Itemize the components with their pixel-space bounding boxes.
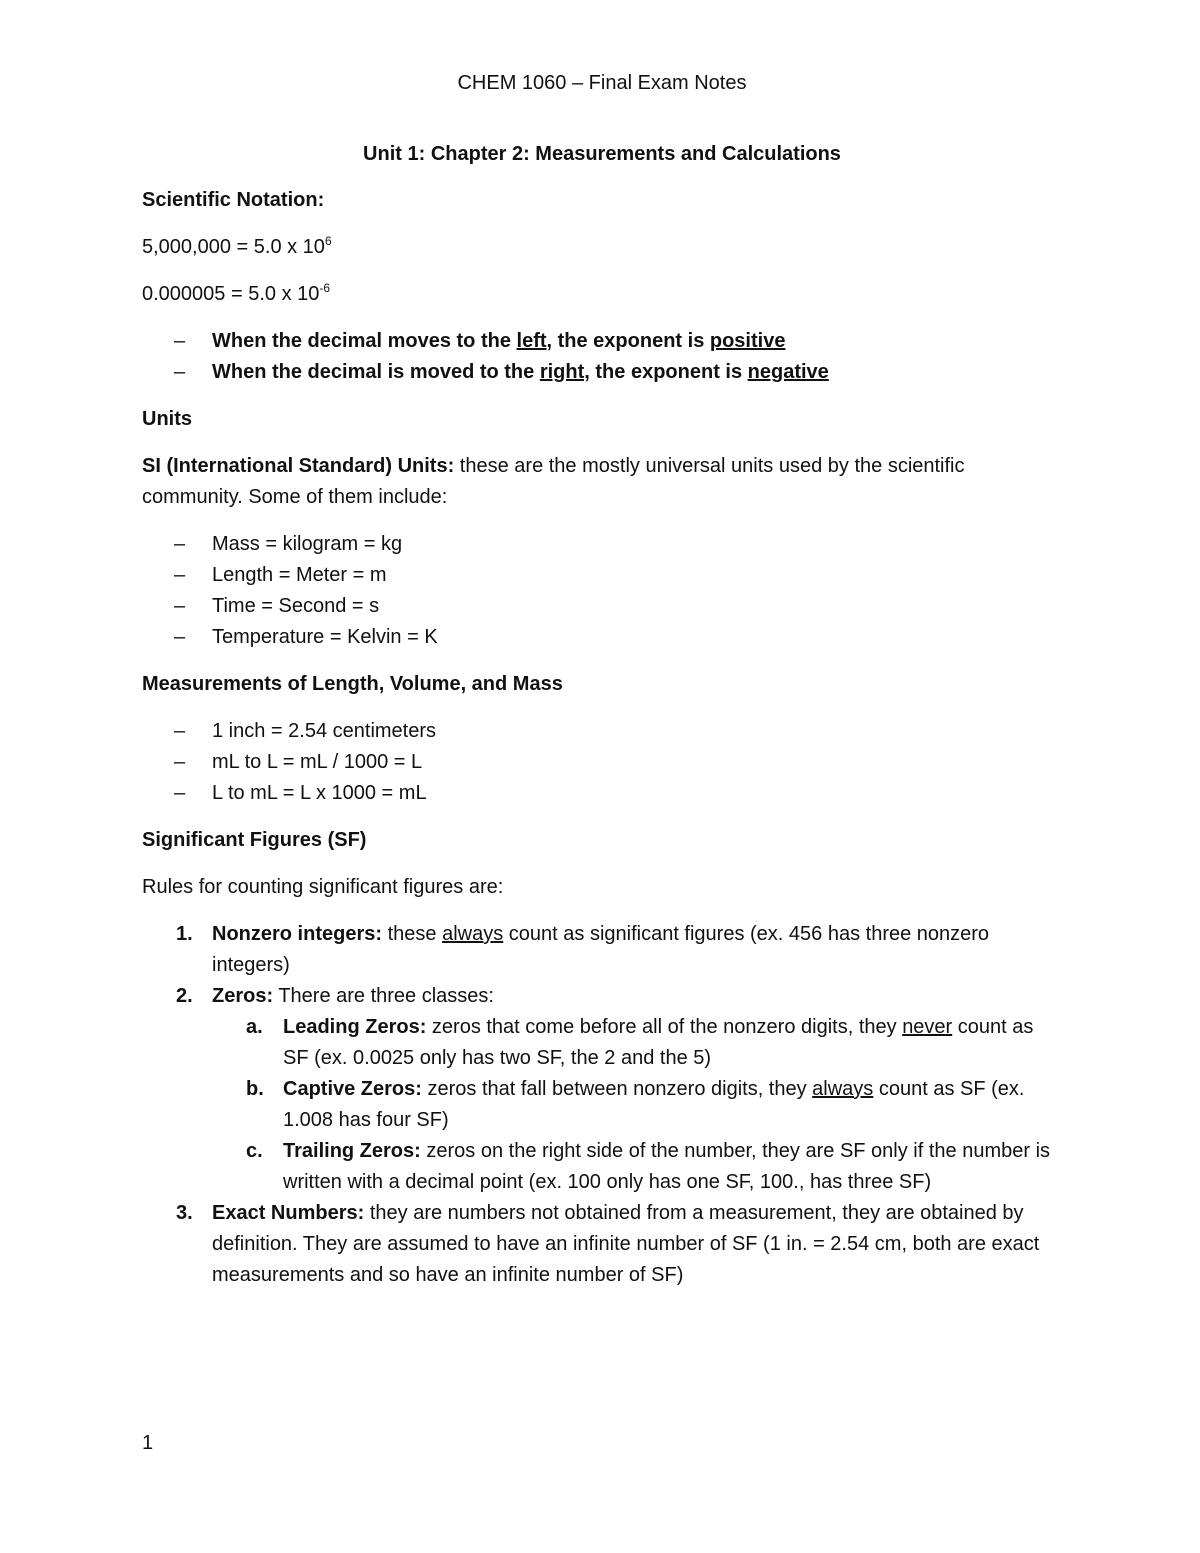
si-units-text: these are the mostly universal units used by the scientific community. Some of them include:	[142, 455, 965, 508]
rule-label: Trailing Zeros:	[283, 1140, 421, 1162]
sci-example-2	[142, 279, 1062, 310]
units-heading	[142, 404, 1062, 435]
document-title: CHEM 1060 – Final Exam Notes	[457, 72, 747, 94]
rule-label: Exact Numbers:	[212, 1202, 365, 1224]
unit-heading	[142, 139, 1062, 170]
zero-class-captive: b. Captive Zeros: zeros that fall between nonzero digits, they always count as SF (ex. 1.008 has four SF)	[142, 1074, 1062, 1136]
units-heading-text: Units	[142, 408, 192, 430]
dash-bullet: –	[174, 595, 186, 617]
list-item	[142, 529, 1062, 560]
dash-bullet: –	[174, 361, 186, 383]
list-item-text: Temperature = Kelvin = K	[212, 626, 438, 648]
list-marker: c.	[246, 1140, 263, 1162]
dash-bullet: –	[174, 720, 186, 742]
sci-example-1	[142, 232, 1062, 263]
rule-label: Nonzero integers:	[212, 923, 383, 945]
list-item-text: mL to L = mL / 1000 = L	[212, 751, 423, 773]
dash-bullet: –	[174, 751, 186, 773]
measurements-heading	[142, 669, 1062, 700]
si-units-paragraph	[142, 451, 1062, 513]
sig-fig-rule-zeros: 2. Zeros: There are three classes: a. Leading Zeros: zeros that come before all of the nonzero digits, they never count as SF (ex. 0.0025 only has two SF, the 2 and the 5) b. Captive Zeros: zeros that fall between nonzero digits, they always count as SF (ex. 1.008 has four SF) c. Trailing Zeros: zeros on the right side of the number, they are SF only if the number is written with a decimal point (ex. 100 only has one SF, 100., has three SF)	[142, 981, 1062, 1198]
zero-class-trailing: c. Trailing Zeros: zeros on the right side of the number, they are SF only if the number is written with a decimal point (ex. 100 only has one SF, 100., has three SF)	[142, 1136, 1062, 1198]
sci-example-2-base: 0.000005 = 5.0 x 10	[142, 283, 320, 305]
rule-label: Leading Zeros:	[283, 1016, 427, 1038]
sig-figs-intro: Rules for counting significant figures are:	[142, 876, 504, 898]
dash-bullet: –	[174, 330, 186, 352]
page-number: 1	[142, 1432, 154, 1454]
dash-bullet: –	[174, 533, 186, 555]
list-item	[142, 357, 1062, 388]
si-units-label: SI (International Standard) Units:	[142, 455, 455, 477]
rule-label: Zeros:	[212, 985, 274, 1007]
sig-figs-heading-text: Significant Figures (SF)	[142, 829, 367, 851]
document-body	[142, 68, 1062, 1291]
list-item	[142, 591, 1062, 622]
sig-figs-rules-list	[142, 919, 1062, 1291]
scientific-notation-heading-text: Scientific Notation:	[142, 189, 325, 211]
zero-class-leading: a. Leading Zeros: zeros that come before all of the nonzero digits, they never count as SF (ex. 0.0025 only has two SF, the 2 and the 5)	[142, 1012, 1062, 1074]
list-item	[142, 622, 1062, 653]
list-marker: 2.	[176, 985, 193, 1007]
rule-label: Captive Zeros:	[283, 1078, 422, 1100]
dash-bullet: –	[174, 626, 186, 648]
rule-text: When the decimal moves to the left, the exponent is positive	[212, 330, 786, 352]
dash-bullet: –	[174, 564, 186, 586]
measurements-heading-text: Measurements of Length, Volume, and Mass	[142, 673, 563, 695]
sci-example-1-base: 5,000,000 = 5.0 x 10	[142, 236, 325, 258]
list-item	[142, 778, 1062, 809]
list-item-text: L to mL = L x 1000 = mL	[212, 782, 427, 804]
list-marker: a.	[246, 1016, 263, 1038]
sci-example-1-exponent: 6	[324, 234, 332, 248]
list-marker: 3.	[176, 1202, 193, 1224]
list-item-text: Mass = kilogram = kg	[212, 533, 403, 555]
decimal-rules-list	[142, 326, 1062, 388]
list-item-text: Length = Meter = m	[212, 564, 387, 586]
si-units-list	[142, 529, 1062, 653]
scientific-notation-heading	[142, 185, 1062, 216]
sig-figs-heading	[142, 825, 1062, 856]
list-item	[142, 326, 1062, 357]
dash-bullet: –	[174, 782, 186, 804]
measurements-list	[142, 716, 1062, 809]
list-item	[142, 747, 1062, 778]
sig-fig-rule-exact: 3. Exact Numbers: they are numbers not obtained from a measurement, they are obtained by definition. They are assumed to have an infinite number of SF (1 in. = 2.54 cm, both are exact measurements and so have an infinite number of SF)	[142, 1198, 1062, 1291]
unit-heading-text: Unit 1: Chapter 2: Measurements and Calculations	[363, 143, 841, 165]
zero-classes-list	[212, 1012, 1062, 1198]
list-item	[142, 560, 1062, 591]
list-item-text: Time = Second = s	[212, 595, 380, 617]
sig-fig-rule-nonzero: 1. Nonzero integers: these always count as significant figures (ex. 456 has three nonzero integers)	[142, 919, 1062, 981]
list-marker: b.	[246, 1078, 264, 1100]
list-item-text: 1 inch = 2.54 centimeters	[212, 720, 437, 742]
sci-example-2-exponent: -6	[319, 281, 331, 295]
list-item	[142, 716, 1062, 747]
rule-text: When the decimal is moved to the right, the exponent is negative	[212, 361, 829, 383]
list-marker: 1.	[176, 923, 193, 945]
